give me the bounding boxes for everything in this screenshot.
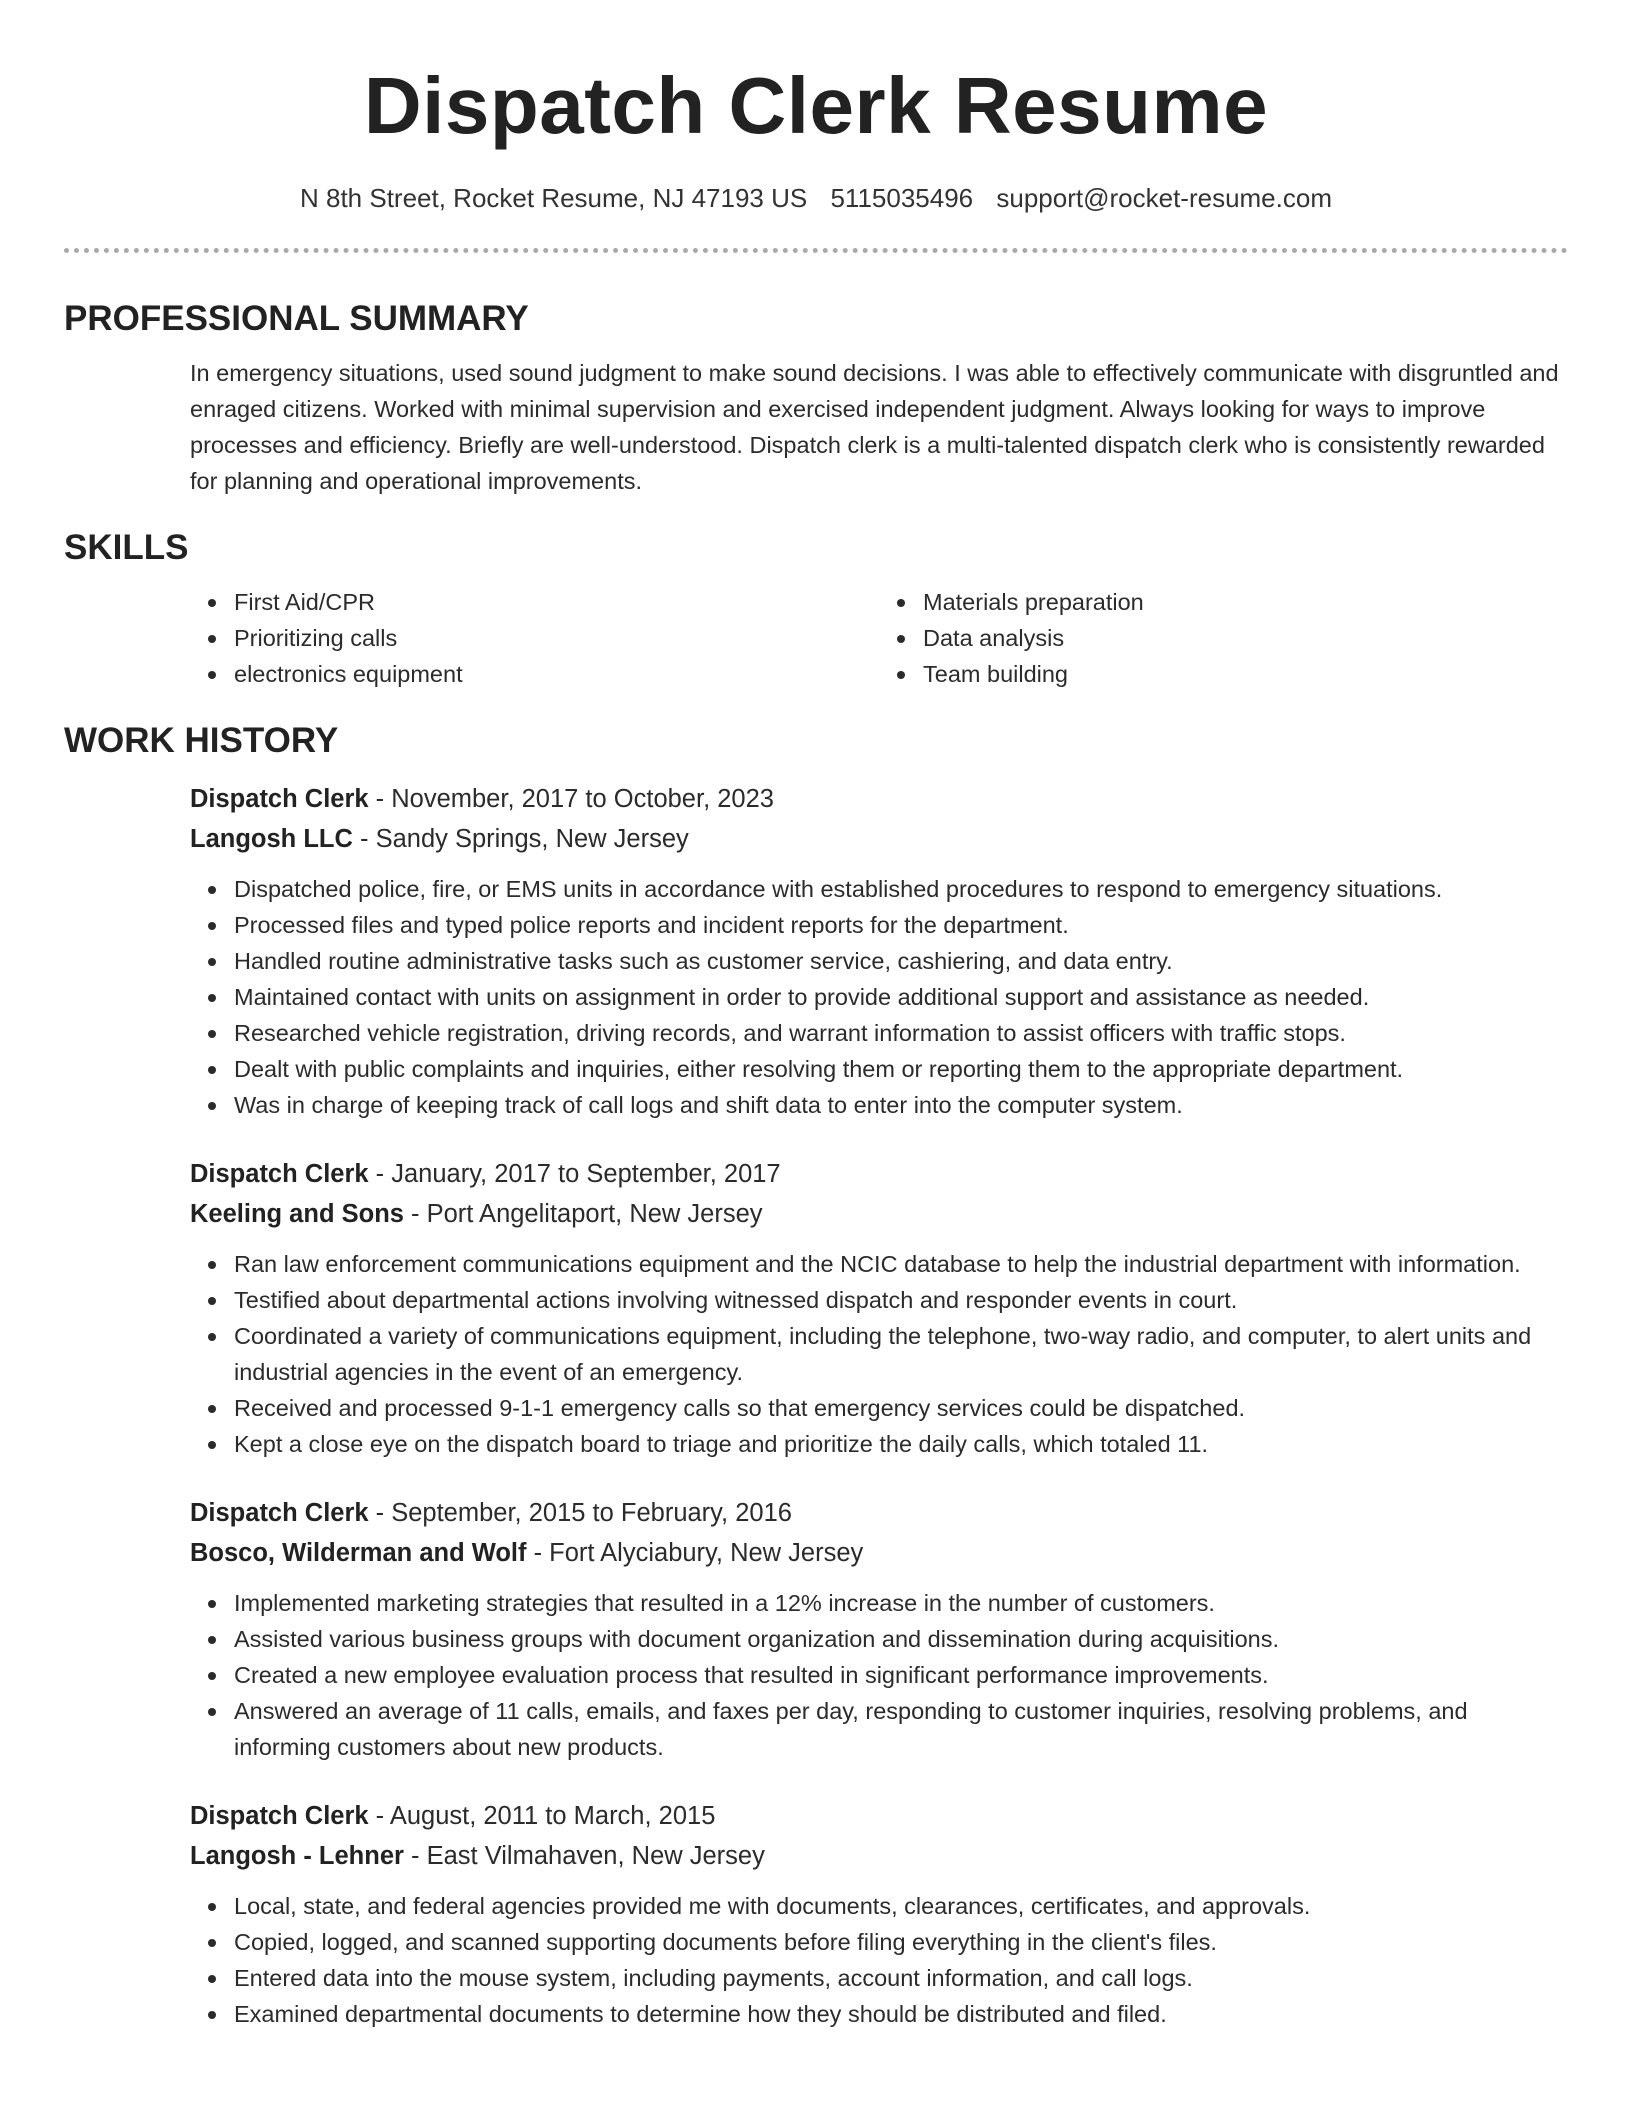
job-bullet: Coordinated a variety of communications equipment, including the telephone, two-way radio, and computer, to alert units and industrial agencies in the event of an emergency. bbox=[234, 1318, 1568, 1390]
contact-address: N 8th Street, Rocket Resume, NJ 47193 US bbox=[300, 183, 808, 213]
job-company-line bbox=[190, 819, 1568, 859]
job-title-line bbox=[190, 1493, 1568, 1533]
resume-page bbox=[64, 0, 1568, 2032]
job-dates: - August, 2011 to March, 2015 bbox=[368, 1802, 716, 1830]
job-bullet: Kept a close eye on the dispatch board to triage and prioritize the daily calls, which totaled 11. bbox=[234, 1426, 1568, 1462]
job-dates: - November, 2017 to October, 2023 bbox=[368, 785, 774, 813]
job-location: - Sandy Springs, New Jersey bbox=[352, 825, 689, 853]
contact-email: support@rocket-resume.com bbox=[996, 183, 1332, 213]
job-title: Dispatch Clerk bbox=[190, 1802, 369, 1830]
job-bullet: Entered data into the mouse system, including payments, account information, and call logs. bbox=[234, 1960, 1568, 1996]
contact-line bbox=[64, 182, 1568, 214]
job-title: Dispatch Clerk bbox=[190, 1160, 369, 1188]
job-bullet: Testified about departmental actions involving witnessed dispatch and responder events in court. bbox=[234, 1282, 1568, 1318]
work-history-heading: WORK HISTORY bbox=[64, 721, 339, 760]
job-bullets bbox=[190, 1246, 1568, 1462]
job-company: Bosco, Wilderman and Wolf bbox=[190, 1539, 527, 1567]
job-entry bbox=[190, 779, 1568, 1123]
job-bullet: Dealt with public complaints and inquiries, either resolving them or reporting them to the appropriate department. bbox=[234, 1051, 1568, 1087]
page-title: Dispatch Clerk Resume bbox=[363, 61, 1269, 150]
job-dates: - September, 2015 to February, 2016 bbox=[368, 1499, 792, 1527]
job-location: - Port Angelitaport, New Jersey bbox=[403, 1200, 763, 1228]
job-bullets bbox=[190, 871, 1568, 1123]
skill-item: Materials preparation bbox=[923, 584, 1568, 620]
job-bullet: Copied, logged, and scanned supporting documents before filing everything in the client's files. bbox=[234, 1924, 1568, 1960]
job-company: Langosh LLC bbox=[190, 825, 353, 853]
job-title-line bbox=[190, 1154, 1568, 1194]
job-company-line bbox=[190, 1194, 1568, 1234]
skill-item: Team building bbox=[923, 656, 1568, 692]
job-bullet: Dispatched police, fire, or EMS units in accordance with established procedures to respond to emergency situations. bbox=[234, 871, 1568, 907]
skill-item: electronics equipment bbox=[234, 656, 879, 692]
skills-column-right bbox=[879, 584, 1568, 692]
job-bullet: Implemented marketing strategies that resulted in a 12% increase in the number of customers. bbox=[234, 1585, 1568, 1621]
job-bullet: Examined departmental documents to determine how they should be distributed and filed. bbox=[234, 1996, 1568, 2032]
job-bullet: Received and processed 9-1-1 emergency calls so that emergency services could be dispatched. bbox=[234, 1390, 1568, 1426]
job-location: - East Vilmahaven, New Jersey bbox=[403, 1842, 765, 1870]
job-bullet: Created a new employee evaluation process that resulted in significant performance improvements. bbox=[234, 1657, 1568, 1693]
job-bullet: Was in charge of keeping track of call logs and shift data to enter into the computer system. bbox=[234, 1087, 1568, 1123]
skill-item: Prioritizing calls bbox=[234, 620, 879, 656]
job-bullets bbox=[190, 1888, 1568, 2032]
job-company: Langosh - Lehner bbox=[190, 1842, 404, 1870]
contact-phone: 5115035496 bbox=[830, 183, 974, 213]
job-bullet: Local, state, and federal agencies provided me with documents, clearances, certificates, and approvals. bbox=[234, 1888, 1568, 1924]
job-entry bbox=[190, 1796, 1568, 2032]
job-bullets bbox=[190, 1585, 1568, 1765]
job-entry bbox=[190, 1154, 1568, 1462]
job-title: Dispatch Clerk bbox=[190, 1499, 369, 1527]
skills-grid bbox=[190, 584, 1568, 692]
job-title: Dispatch Clerk bbox=[190, 785, 369, 813]
job-bullet: Handled routine administrative tasks such as customer service, cashiering, and data entry. bbox=[234, 943, 1568, 979]
job-bullet: Processed files and typed police reports and incident reports for the department. bbox=[234, 907, 1568, 943]
job-bullet: Researched vehicle registration, driving records, and warrant information to assist officers with traffic stops. bbox=[234, 1015, 1568, 1051]
job-bullet: Answered an average of 11 calls, emails, and faxes per day, responding to customer inquiries, resolving problems, and informing customers about new products. bbox=[234, 1693, 1568, 1765]
summary-text: In emergency situations, used sound judgment to make sound decisions. I was able to effectively communicate with disgruntled and enraged citizens. Worked with minimal supervision and exercised independent judgment. Always looking for ways to improve processes and efficiency. Briefly are well-understood. Dispatch clerk is a multi-talented dispatch clerk who is consistently rewarded for planning and operational improvements. bbox=[190, 360, 1559, 494]
job-entry bbox=[190, 1493, 1568, 1765]
job-bullet: Maintained contact with units on assignment in order to provide additional support and assistance as needed. bbox=[234, 979, 1568, 1015]
job-company-line bbox=[190, 1533, 1568, 1573]
job-bullet: Assisted various business groups with document organization and dissemination during acquisitions. bbox=[234, 1621, 1568, 1657]
skill-item: First Aid/CPR bbox=[234, 584, 879, 620]
job-dates: - January, 2017 to September, 2017 bbox=[368, 1160, 781, 1188]
job-bullet: Ran law enforcement communications equipment and the NCIC database to help the industrial department with information. bbox=[234, 1246, 1568, 1282]
skills-column-left bbox=[190, 584, 879, 692]
summary-heading: PROFESSIONAL SUMMARY bbox=[64, 299, 529, 338]
skill-item: Data analysis bbox=[923, 620, 1568, 656]
job-location: - Fort Alyciabury, New Jersey bbox=[526, 1539, 864, 1567]
job-company-line bbox=[190, 1836, 1568, 1876]
header-divider bbox=[64, 248, 1568, 253]
job-title-line bbox=[190, 1796, 1568, 1836]
job-title-line bbox=[190, 779, 1568, 819]
skills-heading: SKILLS bbox=[64, 528, 189, 567]
job-company: Keeling and Sons bbox=[190, 1200, 404, 1228]
